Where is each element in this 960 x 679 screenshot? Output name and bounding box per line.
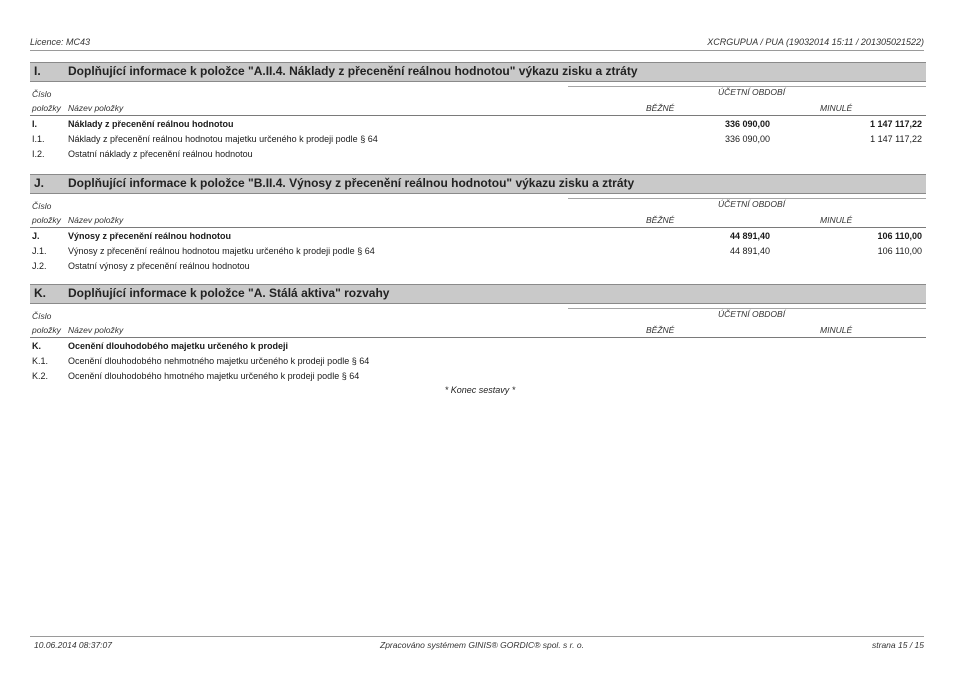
end-of-report-note: * Konec sestavy *: [444, 385, 516, 395]
col-nazev: Název položky: [68, 325, 124, 335]
row-bezne: 44 891,40: [729, 231, 770, 241]
row-name: Ostatní náklady z přecenění reálnou hodnotou: [68, 149, 253, 159]
row-code: K.2.: [32, 371, 49, 381]
column-header: [30, 82, 926, 118]
row-minule: 1 147 117,22: [869, 119, 922, 129]
col-minule: MINULÉ: [820, 215, 853, 225]
table-row: [30, 133, 926, 148]
row-minule: 106 110,00: [877, 246, 922, 256]
table-row: [30, 260, 926, 275]
col-minule: MINULÉ: [820, 103, 853, 113]
section-header: [30, 174, 926, 194]
report-id: XCRGUPUA / PUA (19032014 15:11 / 201305021522): [707, 37, 924, 47]
column-header: [30, 194, 926, 230]
table-row: [30, 245, 926, 260]
section-code: K.: [34, 286, 46, 300]
col-cislo: Číslo: [32, 311, 52, 321]
table-row: [30, 370, 926, 385]
col-polozky: položky: [32, 215, 61, 225]
row-code: K.: [32, 341, 41, 351]
row-name: Náklady z přecenění reálnou hodnotou: [68, 119, 234, 129]
row-bezne: 336 090,00: [724, 134, 770, 144]
col-polozky: položky: [32, 325, 61, 335]
col-minule: MINULÉ: [820, 325, 853, 335]
header-divider: [30, 337, 926, 338]
section-title: Doplňující informace k položce "B.II.4. Výnosy z přecenění reálnou hodnotou" výkazu zisku a ztráty: [68, 176, 635, 190]
row-minule: 106 110,00: [877, 231, 922, 241]
row-name: Ostatní výnosy z přecenění reálnou hodnotou: [68, 261, 250, 271]
col-nazev: Název položky: [68, 215, 124, 225]
col-ucetni-obdobi: ÚČETNÍ OBDOBÍ: [718, 309, 786, 319]
row-code: J.1.: [32, 246, 47, 256]
table-row: [30, 118, 926, 133]
row-name: Výnosy z přecenění reálnou hodnotou majetku určeného k prodeji podle § 64: [68, 246, 375, 256]
row-name: Ocenění dlouhodobého nehmotného majetku určeného k prodeji podle § 64: [68, 356, 370, 366]
section-i: [30, 62, 926, 163]
section-title: Doplňující informace k položce "A.II.4. Náklady z přecenění reálnou hodnotou" výkazu zisku a ztráty: [68, 64, 638, 78]
col-cislo: Číslo: [32, 89, 52, 99]
table-row: [30, 355, 926, 370]
licence-label: Licence: MC43: [30, 37, 91, 47]
section-title: Doplňující informace k položce "A. Stálá aktiva" rozvahy: [68, 286, 390, 300]
section-code: J.: [34, 176, 45, 190]
report-header: [30, 36, 924, 51]
section-code: I.: [34, 64, 41, 78]
row-name: Ocenění dlouhodobého majetku určeného k prodeji: [68, 341, 289, 351]
table-row: [30, 230, 926, 245]
col-cislo: Číslo: [32, 201, 52, 211]
col-bezne: BĚŽNÉ: [646, 215, 675, 225]
table-row: [30, 148, 926, 163]
header-divider: [30, 115, 926, 116]
report-footer: [30, 636, 924, 651]
footer-timestamp: 10.06.2014 08:37:07: [34, 640, 112, 650]
row-name: Výnosy z přecenění reálnou hodnotou: [68, 231, 232, 241]
col-bezne: BĚŽNÉ: [646, 325, 675, 335]
col-ucetni-obdobi: ÚČETNÍ OBDOBÍ: [718, 87, 786, 97]
section-header: [30, 62, 926, 82]
row-code: I.: [32, 119, 38, 129]
footer-generated-by: Zpracováno systémem GINIS® GORDIC® spol. s r. o.: [380, 640, 584, 650]
table-row: [30, 340, 926, 355]
header-divider: [30, 227, 926, 228]
row-minule: 1 147 117,22: [870, 134, 922, 144]
section-k: [30, 284, 926, 385]
row-code: I.1.: [32, 134, 45, 144]
row-bezne: 44 891,40: [729, 246, 770, 256]
row-name: Ocenění dlouhodobého hmotného majetku určeného k prodeji podle § 64: [68, 371, 360, 381]
col-nazev: Název položky: [68, 103, 124, 113]
row-name: Náklady z přecenění reálnou hodnotou majetku určeného k prodeji podle § 64: [68, 134, 378, 144]
footer-page-number: strana 15 / 15: [872, 640, 924, 650]
row-code: J.: [32, 231, 40, 241]
section-j: [30, 174, 926, 275]
row-code: K.1.: [32, 356, 49, 366]
row-bezne: 336 090,00: [724, 119, 770, 129]
section-header: [30, 284, 926, 304]
column-header: [30, 304, 926, 340]
row-code: I.2.: [32, 149, 45, 159]
col-bezne: BĚŽNÉ: [646, 103, 675, 113]
row-code: J.2.: [32, 261, 47, 271]
col-ucetni-obdobi: ÚČETNÍ OBDOBÍ: [718, 199, 786, 209]
col-polozky: položky: [32, 103, 61, 113]
